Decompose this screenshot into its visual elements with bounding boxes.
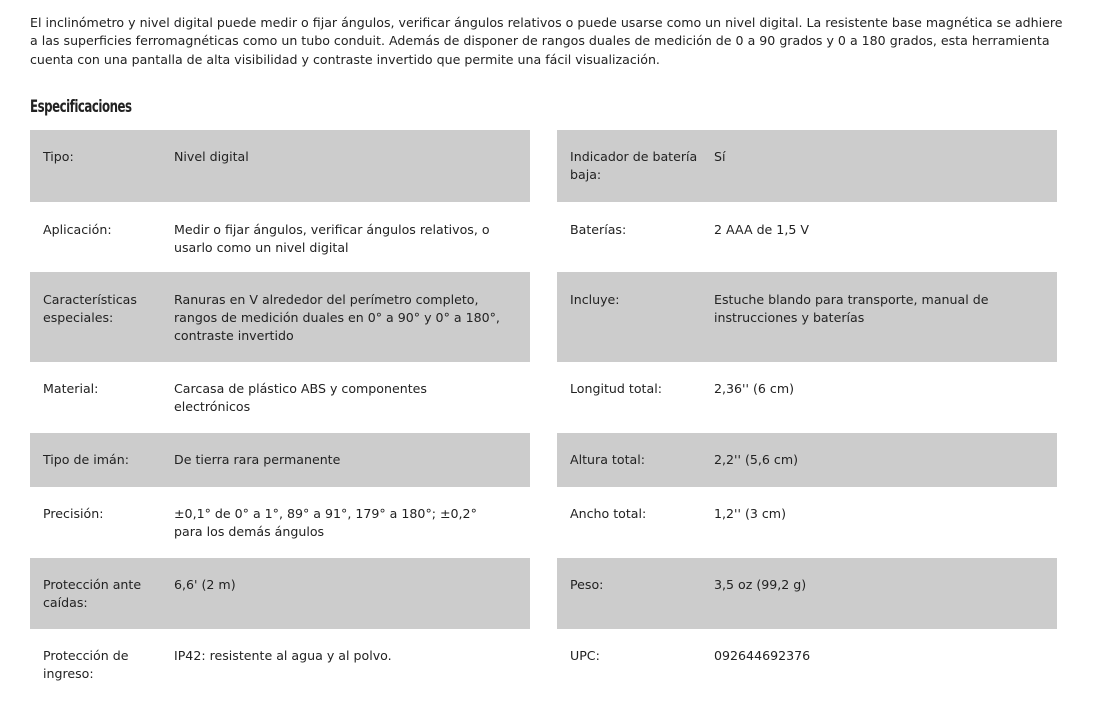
spec-value: Estuche blando para transporte, manual de instrucciones y baterías (714, 292, 989, 325)
spec-label: Incluye: (570, 292, 620, 307)
spec-value: 2 AAA de 1,5 V (714, 222, 809, 237)
spec-label: UPC: (570, 648, 600, 663)
spec-row (557, 558, 1057, 629)
spec-row (557, 130, 1057, 202)
spec-row (30, 487, 530, 558)
spec-value: 3,5 oz (99,2 g) (714, 577, 807, 592)
spec-label: Altura total: (570, 452, 645, 467)
spec-label: Protección de ingreso: (43, 648, 129, 681)
spec-label: Precisión: (43, 506, 104, 521)
spec-value: Ranuras en V alrededor del perímetro completo, rangos de medición duales en 0° a 90° y 0° a 180°, contraste invertido (174, 292, 500, 343)
spec-label: Ancho total: (570, 506, 647, 521)
spec-value: De tierra rara permanente (174, 452, 341, 467)
spec-label: Indicador de batería baja: (570, 149, 698, 182)
spec-row (30, 272, 530, 362)
spec-label: Tipo: (43, 149, 74, 164)
spec-value: Sí (714, 149, 726, 164)
spec-value: 1,2'' (3 cm) (714, 506, 786, 521)
product-description: El inclinómetro y nivel digital puede medir o fijar ángulos, verificar ángulos relativos o puede usarse como un nivel digital. La resistente base magnética se adhiere a las superficies ferromagnéticas como un tubo conduit. Además de disponer de rangos duales de medición de 0 a 90 grados y 0 a 180 grados, esta herramienta cuenta con una pantalla de alta visibilidad y contraste invertido que permite una fácil visualización. (30, 15, 1063, 67)
spec-label: Longitud total: (570, 381, 662, 396)
specifications-heading: Especificaciones (30, 96, 132, 116)
spec-label: Peso: (570, 577, 604, 592)
spec-value: 092644692376 (714, 648, 811, 663)
spec-value: Nivel digital (174, 149, 249, 164)
spec-row (557, 362, 1057, 433)
spec-row (557, 487, 1057, 558)
spec-value: Carcasa de plástico ABS y componentes electrónicos (174, 381, 427, 414)
spec-row (30, 202, 530, 272)
spec-row (557, 629, 1057, 693)
spec-label: Material: (43, 381, 99, 396)
spec-row (557, 202, 1057, 272)
spec-row (30, 130, 530, 202)
spec-row (30, 433, 530, 487)
spec-row (30, 629, 530, 693)
spec-value: 2,2'' (5,6 cm) (714, 452, 799, 467)
spec-value: Medir o fijar ángulos, verificar ángulos relativos, o usarlo como un nivel digital (174, 222, 490, 255)
spec-label: Aplicación: (43, 222, 112, 237)
spec-value: ±0,1° de 0° a 1°, 89° a 91°, 179° a 180°; ±0,2° para los demás ángulos (174, 506, 477, 539)
spec-label: Tipo de imán: (43, 452, 129, 467)
spec-row (557, 272, 1057, 362)
spec-row (30, 558, 530, 629)
specs-table-right (557, 130, 1057, 693)
spec-row (557, 433, 1057, 487)
spec-value: IP42: resistente al agua y al polvo. (174, 648, 392, 663)
spec-label: Características especiales: (43, 292, 137, 325)
spec-label: Baterías: (570, 222, 627, 237)
spec-value: 6,6' (2 m) (174, 577, 236, 592)
spec-label: Protección ante caídas: (43, 577, 142, 610)
spec-value: 2,36'' (6 cm) (714, 381, 795, 396)
spec-row (30, 362, 530, 433)
specs-table-left (30, 130, 530, 693)
